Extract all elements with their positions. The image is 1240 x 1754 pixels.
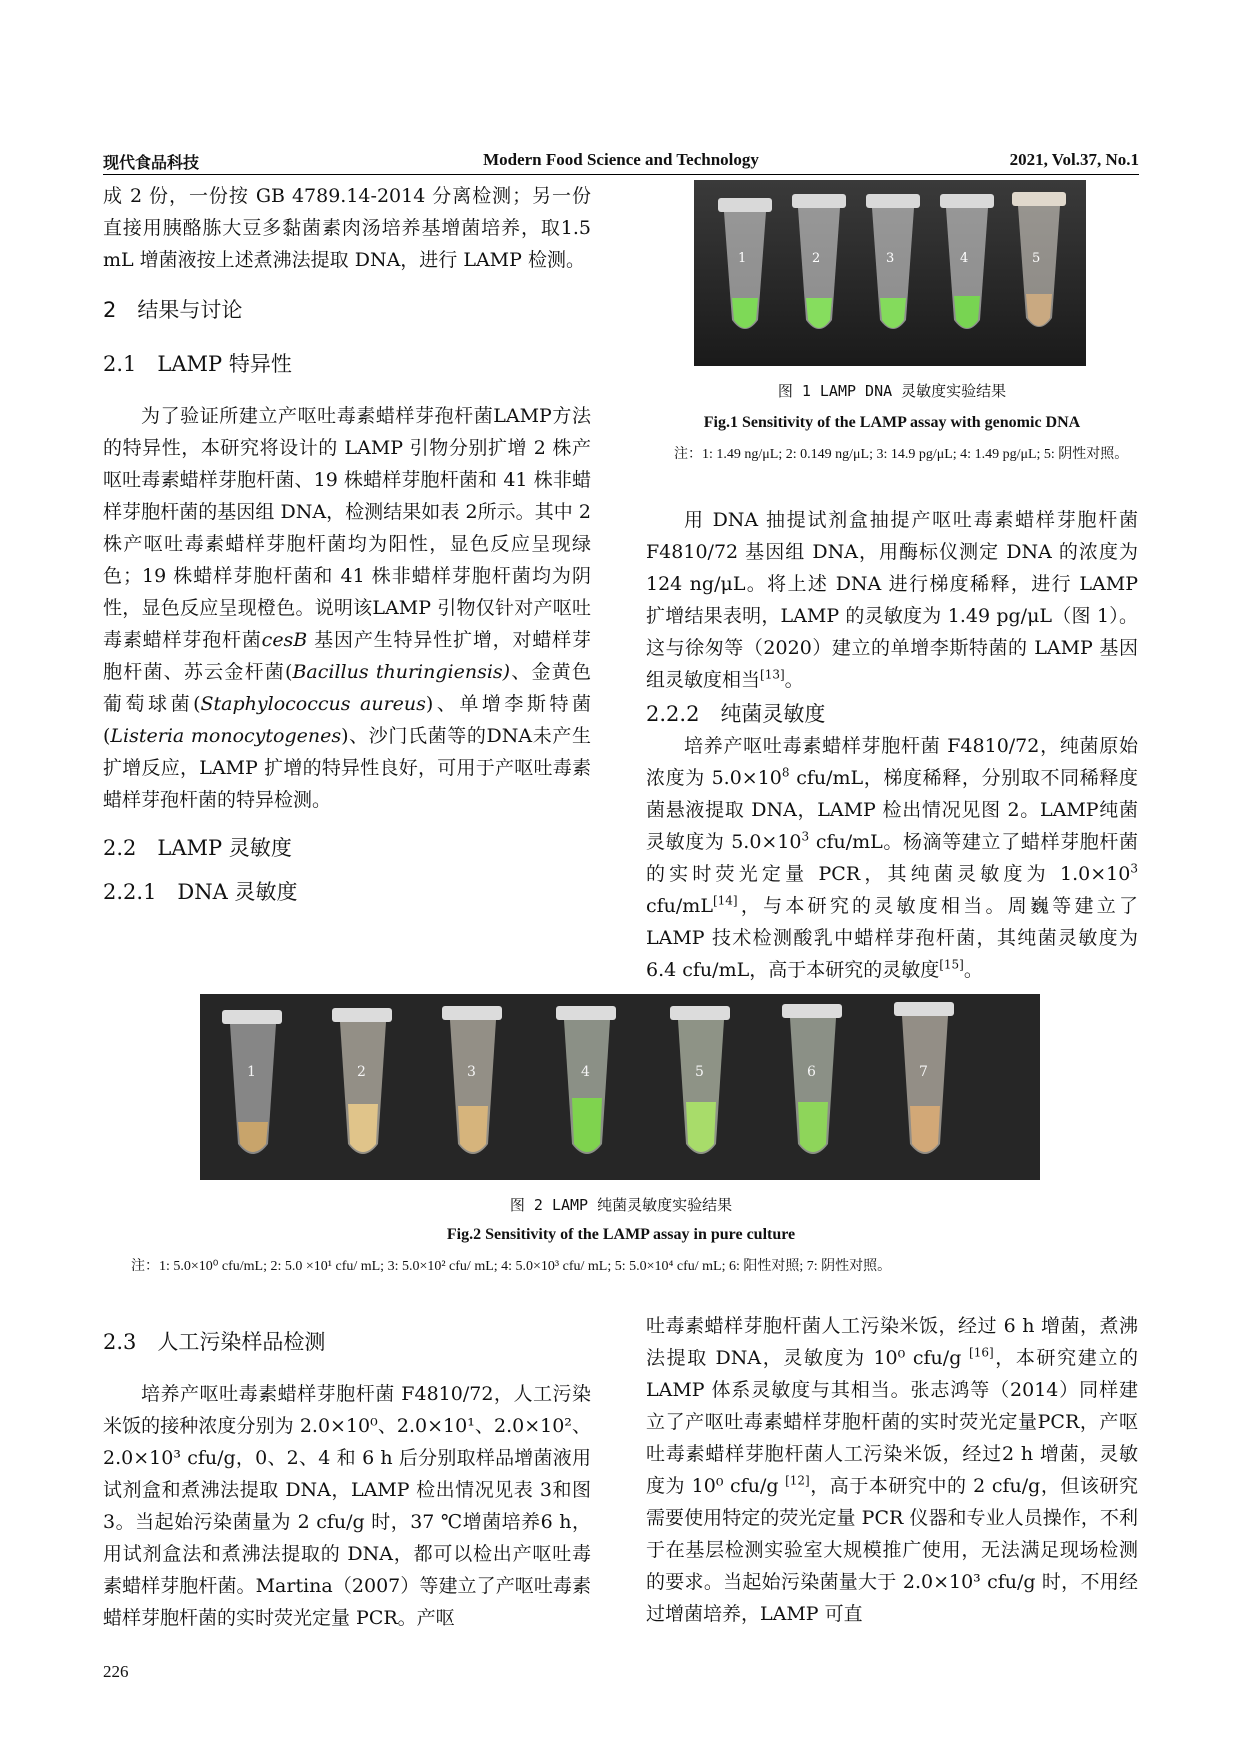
tube-label: 4: [581, 1064, 590, 1080]
journal-issue: 2021, Vol.37, No.1: [1009, 150, 1139, 169]
tube-label: 6: [807, 1064, 816, 1080]
paragraph-spiked-samples: 培养产呕吐毒素蜡样芽胞杆菌 F4810/72，人工污染米饭的接种浓度分别为 2.0×10⁰、2.0×10¹、2.0×10²、2.0×10³ cfu/g，0、2、4 和 6 h 后分别取样品增菌液用试剂盒和煮沸法提取 DNA，LAMP 检出情况见表 3和图 3。当起始污染菌量为 2 cfu/g 时，37 ℃增菌培养6 h，用试剂盒法和煮沸法提取的 DNA，都可以检出产呕吐毒素蜡样芽胞杆菌。Martina（2007）等建立了产呕吐毒素蜡样芽胞杆菌的实时荧光定量 PCR。产呕: [103, 1383, 591, 1629]
citation: [12]: [785, 1473, 810, 1488]
tube-label: 5: [695, 1064, 704, 1080]
tube-label: 3: [886, 251, 895, 266]
section-heading-2-2: 2.2 LAMP 灵敏度: [103, 836, 292, 860]
section-heading-2-2-1: 2.2.1 DNA 灵敏度: [103, 880, 298, 904]
journal-name-en: Modern Food Science and Technology: [483, 150, 759, 169]
page-number: 226: [103, 1662, 129, 1681]
section-heading-2-2-2: 2.2.2 纯菌灵敏度: [646, 702, 826, 726]
tube-label: 4: [960, 251, 969, 266]
paragraph-methods-end: 成 2 份，一份按 GB 4789.14-2014 分离检测；另一份直接用胰酪胨大豆多黏菌素肉汤培养基增菌培养，取1.5 mL 增菌液按上述煮沸法提取 DNA，进行 LAMP 检测。: [103, 185, 591, 271]
right-column-lower: [646, 1310, 1138, 1630]
citation: [13]: [760, 667, 785, 682]
tube-label: 1: [738, 251, 747, 266]
tubes-image: [694, 180, 1086, 366]
paragraph-dna-sensitivity: 用 DNA 抽提试剂盒抽提产呕吐毒素蜡样芽胞杆菌 F4810/72 基因组 DNA，用酶标仪测定 DNA 的浓度为 124 ng/μL。将上述 DNA 进行梯度稀释，进行 LAMP 扩增结果表明，LAMP 的灵敏度为 1.49 pg/μL（图 1）。这与徐匆等（2020）建立的单增李斯特菌的 LAMP 基因组灵敏度相当[13]。: [646, 509, 1138, 691]
left-column-lower: [103, 1326, 591, 1634]
tubes-image: [200, 994, 1040, 1180]
tube-label: 5: [1032, 251, 1041, 266]
citation: [14]: [712, 893, 738, 908]
tube-label: 3: [467, 1064, 476, 1080]
figure-1-note: 注：1: 1.49 ng/μL; 2: 0.149 ng/μL; 3: 14.9 pg/μL; 4: 1.49 pg/μL; 5: 阴性对照。: [674, 447, 1129, 462]
figure-2-caption-cn: 图 2 LAMP 纯菌灵敏度实验结果: [509, 1196, 733, 1214]
right-column-upper: [646, 504, 1138, 986]
figure-1-caption-cn: 图 1 LAMP DNA 灵敏度实验结果: [777, 382, 1007, 400]
section-heading-2-3: 2.3 人工污染样品检测: [103, 1330, 326, 1354]
figure-1-photo: [694, 180, 1086, 366]
species-name: Staphylococcus aureus: [200, 693, 426, 715]
figure-2-note: 注：1: 5.0×10⁰ cfu/mL; 2: 5.0 ×10¹ cfu/ mL; 3: 5.0×10² cfu/ mL; 4: 5.0×10³ cfu/ mL; 5: 5.0×10⁴ cfu/ mL; 6: 阳性对照; 7: 阴性对照。: [131, 1259, 892, 1274]
paragraph-specificity: 为了验证所建立产呕吐毒素蜡样芽孢杆菌LAMP方法的特异性，本研究将设计的 LAMP 引物分别扩增 2 株产呕吐毒素蜡样芽胞杆菌、19 株蜡样芽胞杆菌和 41 株非蜡样芽胞杆菌的基因组 DNA，检测结果如表 2所示。其中 2 株产呕吐毒素蜡样芽胞杆菌均为阳性，显色反应呈现绿色；19 株蜡样芽胞杆菌和 41 株非蜡样芽胞杆菌均为阴性，显色反应呈现橙色。说明该LAMP 引物仅针对产呕吐毒素蜡样芽孢杆菌cesB 基因产生特异性扩增，对蜡样芽胞杆菌、苏云金杆菌(Bacillus thuringiensis)、金黄色葡萄球菌(Staphylococcus aureus)、单增李斯特菌(Listeria monocytogenes)、沙门氏菌等的DNA未产生扩增反应，LAMP 扩增的特异性良好，可用于产呕吐毒素蜡样芽孢杆菌的特异检测。: [103, 405, 591, 811]
running-header: [103, 146, 1139, 175]
citation: [16]: [969, 1345, 994, 1360]
paragraph-pure-culture: 培养产呕吐毒素蜡样芽胞杆菌 F4810/72，纯菌原始浓度为 $5.0\times 10^8$ cfu/mL，梯度稀释，分别取不同稀释度菌悬液提取 DNA，LAMP 检出情况见图 2。LAMP纯菌灵敏度为 $5.0\times 10^3$ cfu/mL。杨滴等建立了蜡样芽胞杆菌的实时荧光定量 PCR，其纯菌灵敏度为 $1.0\times 10^3$ cfu/mL[14]，与本研究的灵敏度相当。周巍等建立了LAMP 技术检测酸乳中蜡样芽孢杆菌，其纯菌灵敏度为 6.4 cfu/mL，高于本研究的灵敏度[15]。: [646, 735, 1138, 981]
section-heading-2: 2 结果与讨论: [103, 298, 243, 322]
journal-name-cn: 现代食品科技: [103, 153, 200, 172]
section-heading-2-1: 2.1 LAMP 特异性: [103, 352, 292, 376]
left-column-upper: [103, 180, 591, 908]
tube-label: 2: [812, 251, 821, 266]
tube-label: 1: [247, 1064, 256, 1080]
tube-label: 2: [357, 1064, 366, 1080]
figure-1-caption-en: Fig.1 Sensitivity of the LAMP assay with genomic DNA: [703, 414, 1081, 431]
species-name: Listeria monocytogenes: [110, 725, 342, 747]
citation: [15]: [939, 957, 964, 972]
species-name: Bacillus thuringiensis): [292, 661, 511, 683]
figure-2-photo: [200, 994, 1040, 1180]
paragraph-comparison: 吐毒素蜡样芽胞杆菌人工污染米饭，经过 6 h 增菌，煮沸法提取 DNA，灵敏度为 10⁰ cfu/g [16]，本研究建立的 LAMP 体系灵敏度与其相当。张志鸿等（2014）同样建立了产呕吐毒素蜡样芽胞杆菌的实时荧光定量PCR，产呕吐毒素蜡样芽胞杆菌人工污染米饭，经过2 h 增菌，灵敏度为 10⁰ cfu/g [12]，高于本研究中的 2 cfu/g，但该研究需要使用特定的荧光定量 PCR 仪器和专业人员操作，不利于在基层检测实验室大规模推广使用，无法满足现场检测的要求。当起始污染菌量大于 2.0×10³ cfu/g 时，不用经过增菌培养，LAMP 可直: [646, 1315, 1138, 1625]
tube-label: 7: [919, 1064, 928, 1080]
gene-name: cesB: [261, 629, 308, 651]
figure-2-caption-en: Fig.2 Sensitivity of the LAMP assay in pure culture: [446, 1226, 796, 1243]
